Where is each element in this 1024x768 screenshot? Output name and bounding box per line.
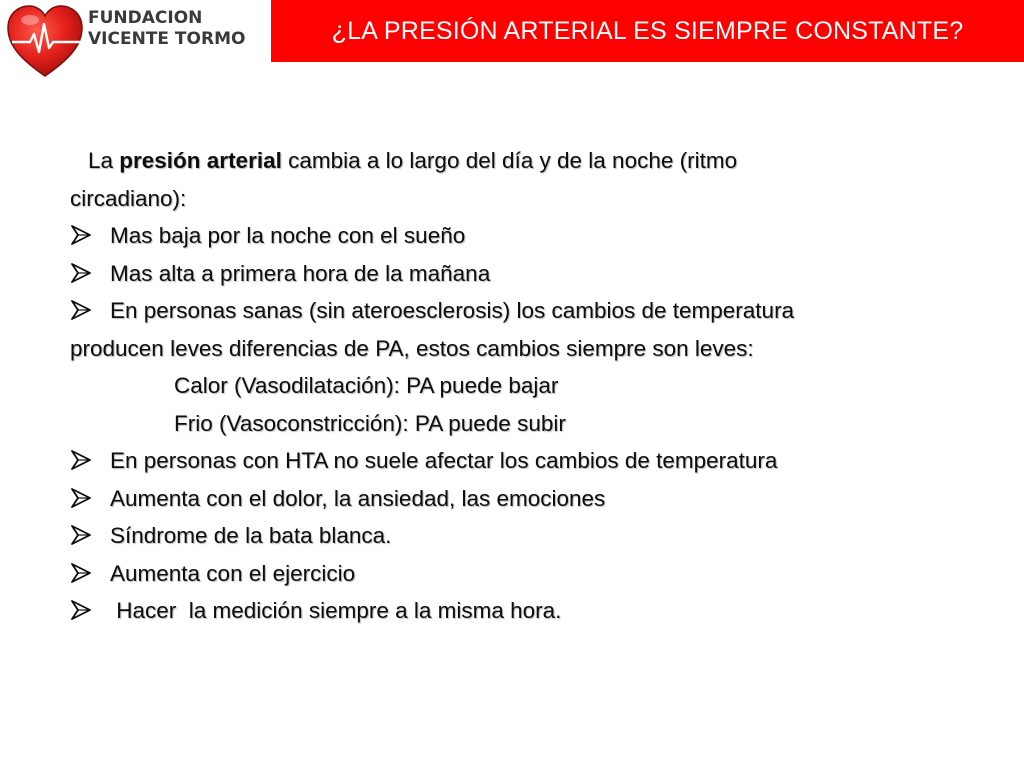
bullet-item — [70, 255, 980, 293]
arrowhead-bullet-icon — [70, 217, 110, 255]
bullet-text: Aumenta con el ejercicio — [110, 560, 356, 586]
bullet-item — [70, 217, 980, 255]
bullet-item — [70, 480, 980, 518]
arrowhead-bullet-icon — [70, 592, 110, 630]
slide-body — [70, 142, 980, 630]
bullet-text: En personas con HTA no suele afectar los cambios de temperatura — [110, 448, 778, 473]
slide-title: ¿LA PRESIÓN ARTERIAL ES SIEMPRE CONSTANTE? — [331, 16, 964, 45]
intro-line — [70, 142, 980, 180]
bullet-text: Mas alta a primera hora de la mañana — [110, 260, 491, 286]
arrowhead-bullet-icon — [70, 255, 110, 293]
bullet-item — [70, 592, 980, 630]
title-banner — [271, 0, 1024, 62]
bullet-continuation: producen leves diferencias de PA, estos cambios siempre son leves: — [70, 335, 754, 361]
bullet-text: Síndrome de la bata blanca. — [110, 523, 392, 548]
intro-post: cambia a lo largo del día y de la noche (ritmo — [281, 148, 738, 173]
sub-item: Calor (Vasodilatación): PA puede bajar — [174, 373, 559, 398]
foundation-logo — [4, 2, 244, 82]
intro-bold: presión arterial — [119, 148, 282, 173]
bullet-item — [70, 442, 980, 480]
logo-text — [88, 8, 245, 50]
intro-continuation: circadiano): — [70, 185, 187, 211]
bullet-item — [70, 555, 980, 593]
arrowhead-bullet-icon — [70, 442, 110, 480]
arrowhead-bullet-icon — [70, 480, 110, 518]
intro-pre: La — [88, 148, 120, 173]
arrowhead-bullet-icon — [70, 517, 110, 555]
bullet-text: Mas baja por la noche con el sueño — [110, 223, 466, 248]
arrowhead-bullet-icon — [70, 292, 110, 330]
logo-line-1: FUNDACION — [88, 8, 203, 28]
bullet-text: Aumenta con el dolor, la ansiedad, las emociones — [110, 485, 606, 511]
bullet-text: Hacer la medición siempre a la misma hora. — [110, 598, 562, 623]
bullet-text: En personas sanas (sin ateroesclerosis) los cambios de temperatura — [110, 298, 795, 323]
arrowhead-bullet-icon — [70, 555, 110, 593]
sub-item: Frio (Vasoconstricción): PA puede subir — [174, 410, 566, 436]
bullet-item — [70, 517, 980, 555]
logo-line-2: VICENTE TORMO — [88, 29, 246, 49]
bullet-item — [70, 292, 980, 330]
heart-ecg-icon — [4, 2, 86, 82]
